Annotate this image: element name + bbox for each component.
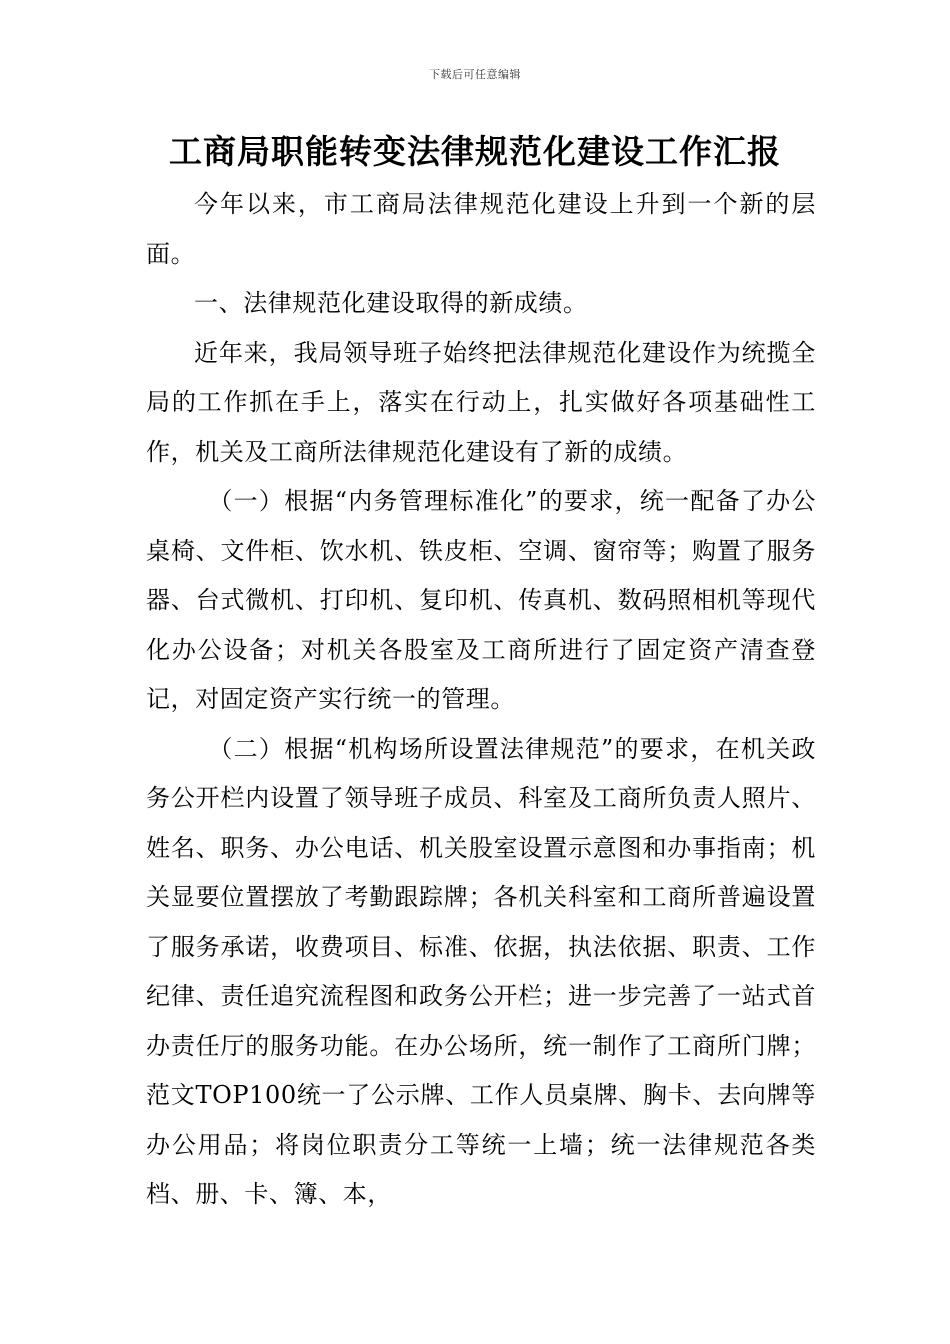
header-note: 下载后可任意编辑 [429,68,521,81]
paragraph-achievements: 近年来，我局领导班子始终把法律规范化建设作为统揽全局的工作抓在手上，落实在行动上，扎实做好各项基础性工作，机关及工商所法律规范化建设有了新的成绩。 [146,338,816,466]
paragraph-item-1: （一）根据“内务管理标准化”的要求，统一配备了办公桌椅、文件柜、饮水机、铁皮柜、空调、窗帘等；购置了服务器、台式微机、打印机、复印机、传真机、数码照相机等现代化办公设备；对机关各股室及工商所进行了固定资产清查登记，对固定资产实行统一的管理。 [146,487,816,713]
document-title: 工商局职能转变法律规范化建设工作汇报 [169,132,781,171]
document-body [146,180,816,1220]
paragraph-intro: 今年以来，市工商局法律规范化建设上升到一个新的层面。 [146,190,816,268]
paragraph-item-2: （二）根据“机构场所设置法律规范”的要求，在机关政务公开栏内设置了领导班子成员、科室及工商所负责人照片、姓名、职务、办公电话、机关股室设置示意图和办事指南；机关显要位置摆放了考勤跟踪牌；各机关科室和工商所普遍设置了服务承诺，收费项目、标准、依据，执法依据、职责、工作纪律、责任追究流程图和政务公开栏；进一步完善了一站式首办责任厅的服务功能。在办公场所，统一制作了工商所门牌；范文TOP100统一了公示牌、工作人员桌牌、胸卡、去向牌等办公用品；将岗位职责分工等统一上墙；统一法律规范各类档、册、卡、簿、本， [146,734,816,1208]
section-heading-1: 一、法律规范化建设取得的新成绩。 [194,289,588,317]
